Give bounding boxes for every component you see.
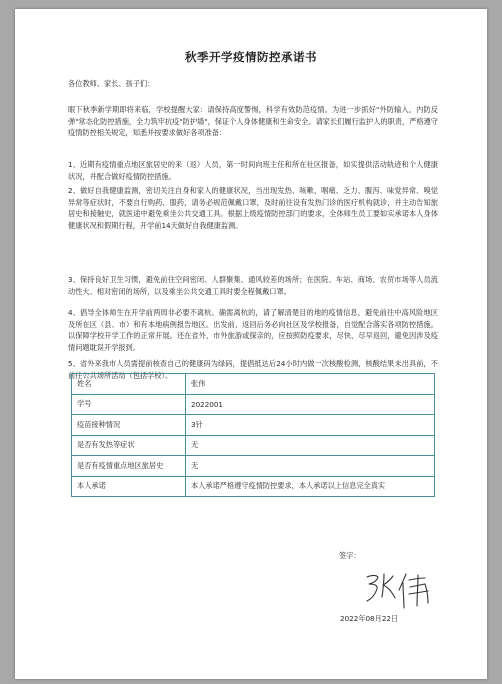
row-label-fever: 是否有发热等症状	[72, 435, 186, 456]
table-row	[72, 456, 435, 477]
signature-label: 签字：	[339, 551, 361, 560]
table-row	[72, 374, 435, 395]
table-row	[72, 476, 435, 497]
item-3-paragraph: 3、保持良好卫生习惯，避免前往空间密闭、人群聚集、通风较差的场所；在医院、车站、商场、农贸市场等人员流动性大、相对密闭的场所，以及乘坐公共交通工具时要全程佩戴口罩。	[68, 275, 438, 296]
item-1-paragraph: 1、近期有疫情重点地区旅居史的来（返）人员，第一时间向班主任和所在社区报备，如实提供活动轨迹和个人健康状况，并配合做好疫情防控措施。	[68, 160, 438, 181]
row-label-vaccination: 疫苗接种情况	[72, 415, 186, 436]
document-title: 秋季开学疫情防控承诺书	[185, 50, 317, 64]
table-row	[72, 435, 435, 456]
row-value-commitment: 本人承诺严格遵守疫情防控要求，本人承诺以上信息完全真实	[186, 476, 435, 497]
item-2-paragraph: 2、做好自我健康监测，密切关注自身和家人的健康状况，当出现发热、咳嗽、咽痛、乏力、腹泻、味觉异常、嗅觉异常等症状时，不要自行购药、服药，请务必规范佩戴口罩，及时前往设有发热门诊的医疗机构就诊，并主动告知旅居史和接触史，就医途中避免乘坐公共交通工具。根据上级疫情防控部门的要求，全体师生员工要如实承诺本人身体健康状况和假期行程，开学前14天做好自我健康监测。	[68, 186, 438, 230]
salutation: 各位教师、家长、孩子们：	[68, 79, 155, 88]
table-row	[72, 415, 435, 436]
info-table	[71, 373, 435, 497]
row-value-fever: 无	[186, 435, 435, 456]
signing-date: 2022年08月22日	[340, 614, 399, 623]
row-value-name: 张伟	[186, 374, 435, 395]
row-label-name: 姓名	[72, 374, 186, 395]
row-value-vaccination: 3针	[186, 415, 435, 436]
document-page	[15, 9, 487, 679]
row-label-commitment: 本人承诺	[72, 476, 186, 497]
row-label-travel-history: 是否有疫情重点地区旅居史	[72, 456, 186, 477]
row-value-travel-history: 无	[186, 456, 435, 477]
intro-paragraph: 眼下秋季新学期即将来临，学校提醒大家：请保持高度警惕，科学有效防范疫情。为进一步抓好"外防输入，内防反弹"常态化防控措施，全力筑牢抗疫"防护墙"，保证个人身体健康和生命安全。请家长们履行监护人的职责，严格遵守疫情防控相关规定，知悉并按要求做好各项准备：	[68, 105, 438, 137]
handwritten-signature	[362, 570, 437, 612]
item-4-paragraph: 4、倡导全体师生在开学前两周非必要不离杭。确需离杭的，请了解清楚目的地的疫情信息，避免前往中高风险地区及所在区（县、市）和有本地病例报告地区。出发前、返回后务必向社区及学校报备，自觉配合落实各项防控措施。以保障学校开学工作的正常开展。还在省外、市外旅游或探亲的，应按照防疫要求，尽快、尽早返回，避免因涉及疫情问题耽误开学报到。	[68, 308, 438, 352]
row-label-student-id: 学号	[72, 394, 186, 415]
row-value-student-id: 2022001	[186, 394, 435, 415]
item-5-paragraph: 5、省外来我市人员需提前核查自己的健康码为绿码，提倡抵达后24小时内做一次核酸检测，核酸结果未出具前，不前往公共场所活动（包括学校）。	[68, 359, 438, 380]
table-row	[72, 394, 435, 415]
